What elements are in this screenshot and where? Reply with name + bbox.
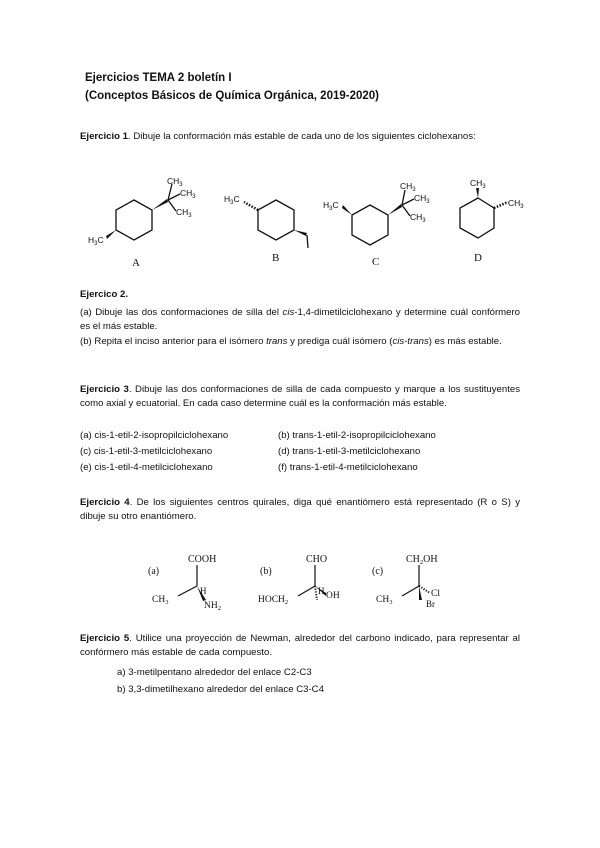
svg-text:CH3: $CH_3$ [508, 198, 524, 210]
svg-text:CH3: $CH_3$ [414, 193, 430, 205]
title-line-2: (Conceptos Básicos de Química Orgánica, 2019-2020) [85, 90, 380, 102]
chiral-center-c [372, 554, 440, 609]
svg-text:CH3: $CH_3$ [152, 595, 169, 606]
exercise-5-title: Ejercicio 5 [80, 633, 130, 644]
svg-text:CH3: $CH_3$ [410, 212, 426, 224]
chiral-center-b [258, 554, 340, 606]
molecule-label-b: B [272, 252, 280, 264]
exercise-1-molecules [80, 170, 540, 270]
exercise-3-option-e: (e) cis-1-etil-4-metilciclohexano [80, 462, 213, 473]
exercise-2-part-b: (b) Repita el inciso anterior para el isómero trans y prediga cuál isómero (cis-trans) es más estable. [80, 336, 502, 347]
exercise-3-option-a: (a) cis-1-etil-2-isopropilciclohexano [80, 430, 229, 441]
exercise-4-chiral-centers [140, 548, 460, 618]
svg-text:(b): (b) [260, 566, 272, 577]
exercise-4-statement: Ejercicio 4. De los siguientes centros quirales, diga qué enantiómero está representado (R o S) y dibuje su otro enantiómero. [80, 497, 520, 522]
svg-text:H: H [200, 586, 207, 596]
exercise-3-title: Ejercicio 3 [80, 384, 129, 395]
exercise-2-title: Ejercico 2. [80, 289, 128, 300]
svg-text:CH3: $CH_3$ [376, 595, 393, 606]
svg-text:H3C: $H_3C$ [224, 194, 240, 206]
exercise-5-item-a: a) 3-metilpentano alrededor del enlace C2-C3 [117, 667, 312, 678]
svg-text:CHO: CHO [306, 554, 328, 565]
exercise-1-statement [80, 130, 530, 144]
exercise-2-part-a: (a) Dibuje las dos conformaciones de silla del cis-1,4-dimetilciclohexano y determine cuál confórmero es el más estable. [80, 307, 521, 332]
svg-text:H3C: $H_3C$ [88, 235, 104, 247]
svg-text:(a): (a) [148, 566, 160, 577]
exercise-1-title: Ejercicio 1 [80, 131, 128, 142]
svg-text:CH3: $CH_3$ [176, 207, 192, 219]
svg-text:CH3: $CH_3$ [180, 188, 196, 200]
exercise-3-option-f: (f) trans-1-etil-4-metilciclohexano [278, 462, 418, 473]
svg-text:H3C: $H_3C$ [323, 200, 339, 212]
molecule-label-a: A [132, 257, 140, 269]
chiral-center-a [148, 554, 221, 612]
svg-text:COOH: COOH [188, 554, 217, 565]
exercise-3-option-d: (d) trans-1-etil-3-metilciclohexano [278, 446, 421, 457]
molecule-label-d: D [474, 252, 482, 264]
exercise-1-text: . Dibuje la conformación más estable de cada uno de los siguientes ciclohexanos: [128, 131, 476, 142]
exercise-5-statement: Ejercicio 5. Utilice una proyección de Newman, alrededor del carbono indicado, para representar al confórmero más estable de cada compuesto. [80, 633, 520, 658]
molecule-b [224, 194, 308, 248]
molecule-a [88, 176, 196, 247]
svg-text:HOCH2: $HOCH_2$ [258, 595, 289, 606]
molecule-c [323, 181, 430, 245]
svg-text:H: H [318, 586, 325, 596]
svg-text:CH2OH: $CH_2OH$ [406, 554, 438, 566]
exercise-4-title: Ejercicio 4 [80, 497, 130, 508]
title-line-1: Ejercicios TEMA 2 boletín I [85, 72, 232, 84]
svg-text:Cl: Cl [431, 589, 440, 599]
svg-text:CH3: $CH_3$ [167, 176, 183, 188]
molecule-label-c: C [372, 256, 380, 268]
svg-text:CH3: $CH_3$ [400, 181, 416, 193]
svg-text:Br: Br [426, 599, 435, 609]
svg-text:(c): (c) [372, 566, 384, 577]
molecule-d [460, 178, 524, 238]
svg-text:OH: OH [326, 591, 340, 601]
svg-text:NH2: $NH_2$ [204, 601, 221, 612]
exercise-3-option-c: (c) cis-1-etil-3-metilciclohexano [80, 446, 213, 457]
svg-text:CH3: $CH_3$ [470, 178, 486, 190]
exercise-3-statement: Ejercicio 3. Dibuje las dos conformaciones de silla de cada compuesto y marque a los sustituyentes como axial y ecuatorial. En cada caso determine cuál es la conformación más estable. [80, 384, 521, 409]
exercise-5-item-b: b) 3,3-dimetilhexano alrededor del enlace C3-C4 [117, 684, 324, 695]
exercise-3-option-b: (b) trans-1-etil-2-isopropilciclohexano [278, 430, 436, 441]
